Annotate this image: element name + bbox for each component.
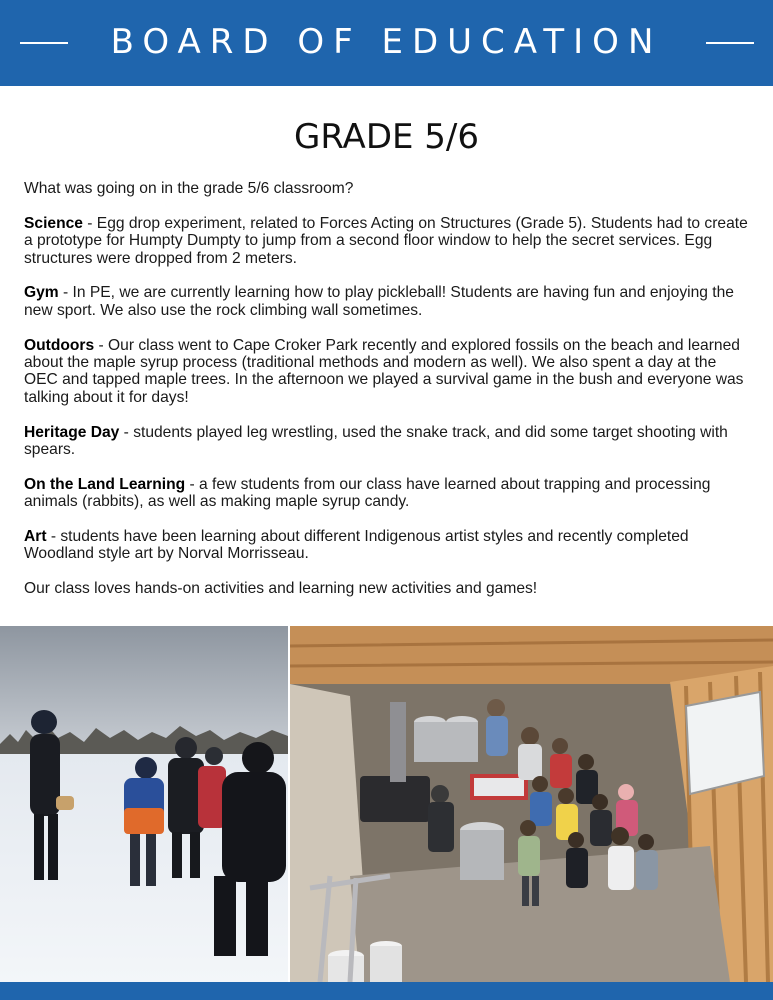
section-label: Science xyxy=(24,214,83,232)
section-label: Gym xyxy=(24,284,59,302)
photo-outdoor-snow xyxy=(0,626,288,982)
header-title: BOARD OF EDUCATION xyxy=(110,22,663,62)
section-art xyxy=(24,528,754,563)
section-gym xyxy=(24,284,754,319)
section-text: - students have been learning about different Indigenous artist styles and recently completed Woodland style art by Norval Morrisseau. xyxy=(24,528,689,563)
photo-sugar-shack xyxy=(290,626,773,982)
section-text: - a few students from our class have learned about trapping and processing animals (rabbits), as well as making maple syrup candy. xyxy=(24,475,711,511)
section-label: Outdoors xyxy=(24,336,95,354)
closing-text: Our class loves hands-on activities and learning new activities and games! xyxy=(24,580,538,598)
section-science xyxy=(24,215,754,267)
section-label: On the Land Learning xyxy=(24,475,186,493)
newsletter-body xyxy=(24,180,754,615)
page-title: GRADE 5/6 xyxy=(293,117,480,157)
section-outdoors xyxy=(24,337,754,407)
section-label: Art xyxy=(24,528,47,546)
section-label: Heritage Day xyxy=(24,423,120,441)
footer-bar xyxy=(0,982,773,1000)
header-banner xyxy=(0,0,773,86)
header-rule-right xyxy=(706,42,754,44)
section-text: - students played leg wrestling, used the snake track, and did some target shooting with spears. xyxy=(24,423,728,459)
intro-text: What was going on in the grade 5/6 classroom? xyxy=(24,180,354,197)
section-text: - In PE, we are currently learning how to play pickleball! Students are having fun and enjoying the new sport. We also use the rock climbing wall sometimes. xyxy=(24,284,734,319)
section-text: - Egg drop experiment, related to Forces Acting on Structures (Grade 5). Students had to create a prototype for Humpty Dumpty to jump from a second floor window to help the secret services. Egg structures were dropped from 2 meters. xyxy=(24,214,748,267)
section-text: - Our class went to Cape Croker Park recently and explored fossils on the beach and learned about the maple syrup process (traditional methods and modern as well). We also spent a day at the OEC and tapped maple trees. In the afternoon we played a survival game in the bush and everyone was talking about it for days! xyxy=(24,336,744,406)
section-heritage-day xyxy=(24,424,754,459)
header-rule-left xyxy=(20,42,68,44)
section-on-the-land xyxy=(24,476,754,511)
